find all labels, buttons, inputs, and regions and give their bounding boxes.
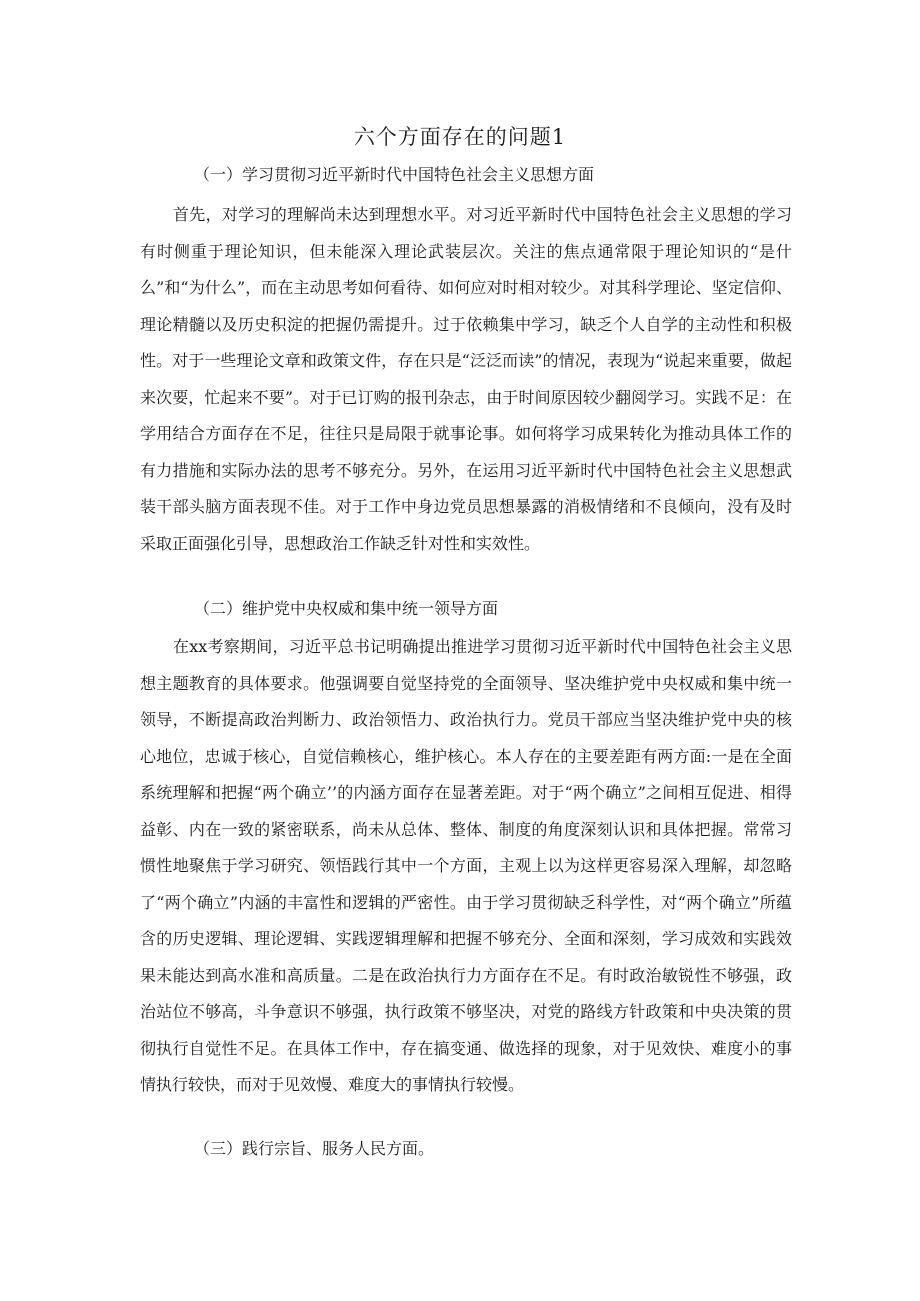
section-heading: （三）践行宗旨、服务人民方面。 — [194, 1139, 435, 1158]
section-heading: （二）维护党中央权威和集中统一领导方面 — [194, 599, 499, 618]
section-paragraph: 首先，对学习的理解尚未达到理想水平。对习近平新时代中国特色社会主义思想的学习有时侧重于理论知识，但未能深入理论武装层次。关注的焦点通常限于理论知识的“是什么”和“为什么”，而在主动思考如何看待、如何应对时相对较少。对其科学理论、坚定信仰、理论精髓以及历史积淀的把握仍需提升。过于依赖集中学习，缺乏个人自学的主动性和积极性。对于一些理论文章和政策文件，存在只是“泛泛而读”的情况，表现为“说起来重要，做起来次要，忙起来不要”。对于已订购的报刊杂志，由于时间原因较少翻阅学习。实践不足：在学用结合方面存在不足，往往只是局限于就事论事。如何将学习成果转化为推动具体工作的有力措施和实际办法的思考不够充分。另外，在运用习近平新时代中国特色社会主义思想武装干部头脑方面表现不佳。对于工作中身边党员思想暴露的消极情绪和不良倾向，没有及时采取正面强化引导，思想政治工作缺乏针对性和实效性。 — [140, 205, 792, 553]
section-paragraph: 在xx考察期间，习近平总书记明确提出推进学习贯彻习近平新时代中国特色社会主义思想主题教育的具体要求。他强调要自觉坚持党的全面领导、坚决维护党中央权威和集中统一领导，不断提高政治判断力、政治领悟力、政治执行力。党员干部应当坚决维护党中央的核心地位，忠诚于核心，自觉信赖核心，维护核心。本人存在的主要差距有两方面:一是在全面系统理解和把握“两个确立’’的内涵方面存在显著差距。对于“两个确立”之间相互促进、相得益彰、内在一致的紧密联系，尚未从总体、整体、制度的角度深刻认识和具体把握。常常习惯性地聚焦于学习研究、领悟践行其中一个方面，主观上以为这样更容易深入理解，却忽略了“两个确立”内涵的丰富性和逻辑的严密性。由于学习贯彻缺乏科学性，对“两个确立”所蕴含的历史逻辑、理论逻辑、实践逻辑理解和把握不够充分、全面和深刻，学习成效和实践效果未能达到高水准和高质量。二是在政治执行力方面存在不足。有时政治敏锐性不够强，政治站位不够高，斗争意识不够强，执行政策不够坚决，对党的路线方针政策和中央决策的贯彻执行自觉性不足。在具体工作中，存在搞变通、做选择的现象，对于见效快、难度小的事情执行较快，而对于见效慢、难度大的事情执行较慢。 — [140, 637, 792, 1094]
document-title: 六个方面存在的问题1 — [353, 125, 567, 149]
section-heading: （一）学习贯彻习近平新时代中国特色社会主义思想方面 — [194, 165, 595, 184]
